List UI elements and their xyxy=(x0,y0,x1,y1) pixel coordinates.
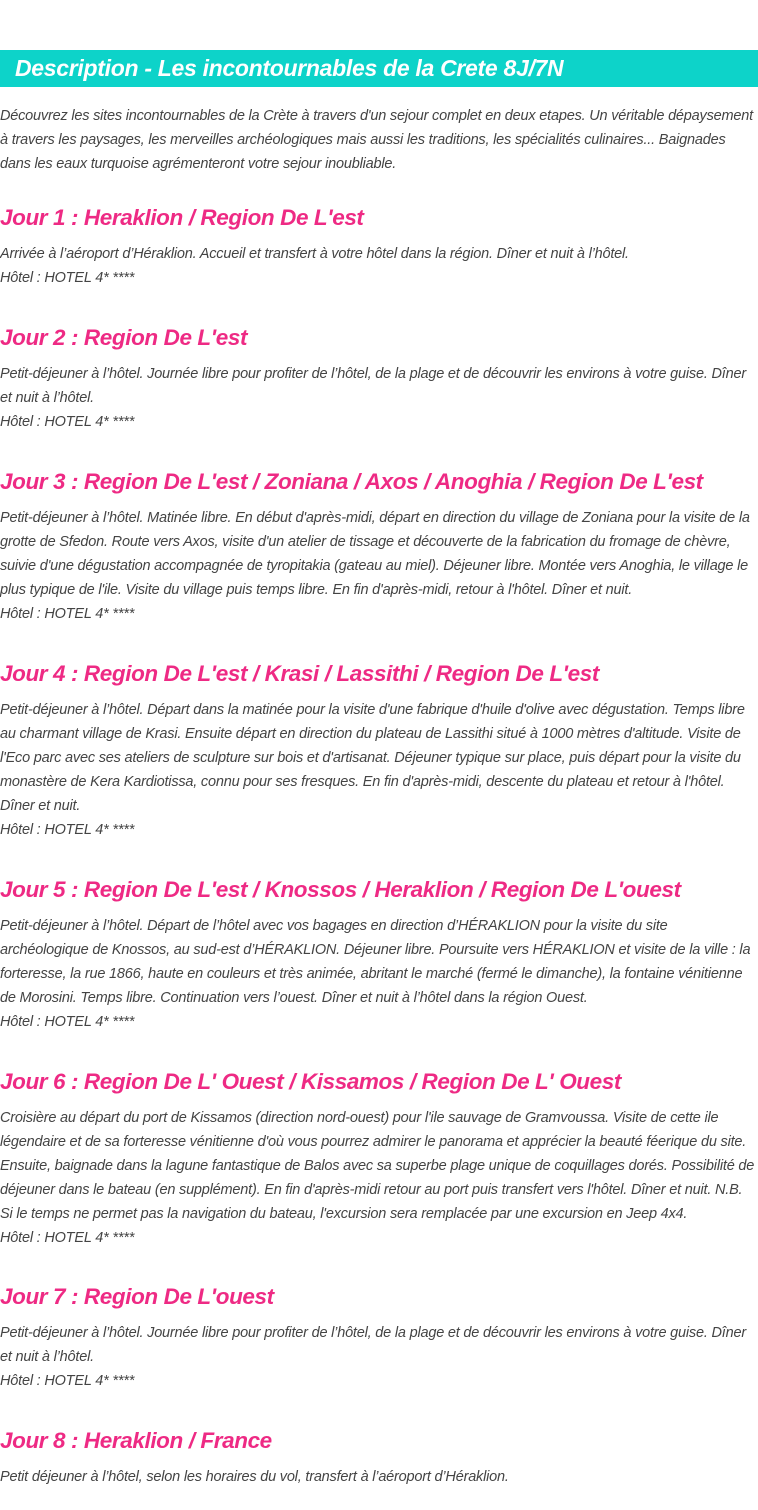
day-4 xyxy=(0,659,756,842)
day-6 xyxy=(0,1067,756,1250)
day-5-title: Jour 5 : Region De L'est / Knossos / Heraklion / Region De L'ouest xyxy=(0,877,681,902)
day-2 xyxy=(0,323,756,434)
day-1-title: Jour 1 : Heraklion / Region De L'est xyxy=(0,205,364,230)
description-banner xyxy=(0,50,758,87)
day-3-title: Jour 3 : Region De L'est / Zoniana / Axos / Anoghia / Region De L'est xyxy=(0,469,703,494)
day-7-text: Petit-déjeuner à l’hôtel. Journée libre pour profiter de l’hôtel, de la plage et de découvrir les environs à votre guise. Dîner et nuit à l’hôtel. xyxy=(0,1325,746,1365)
description-title: Description - Les incontournables de la Crete 8J/7N xyxy=(15,55,564,81)
day-5-text: Petit-déjeuner à l’hôtel. Départ de l’hôtel avec vos bagages en direction d’HÉRAKLION pour la visite du site archéologique de Knossos, au sud-est d’HÉRAKLION. Déjeuner libre. Poursuite vers HÉRAKLION et visite de la ville : la forteresse, la rue 1866, haute en couleurs et très animée, abritant le marché (fermé le dimanche), la fontaine vénitienne de Morosini. Temps libre. Continuation vers l’ouest. Dîner et nuit à l’hôtel dans la région Ouest. xyxy=(0,918,751,1006)
day-4-title: Jour 4 : Region De L'est / Krasi / Lassithi / Region De L'est xyxy=(0,661,599,686)
day-1-text: Arrivée à l’aéroport d’Héraklion. Accueil et transfert à votre hôtel dans la région. Dîner et nuit à l’hôtel. xyxy=(0,246,629,262)
day-7-title: Jour 7 : Region De L'ouest xyxy=(0,1284,274,1309)
intro-paragraph: Découvrez les sites incontournables de la Crète à travers d'un sejour complet en deux etapes. Un véritable dépaysement à travers les paysages, les merveilles archéologiques mais aussi les traditions, les spécialités culinaires... Baignades dans les eaux turquoise agrémenteront votre sejour inoubliable. xyxy=(0,108,753,172)
day-6-text: Croisière au départ du port de Kissamos (direction nord-ouest) pour l'ile sauvage de Gramvoussa. Visite de cette ile légendaire et de sa forteresse vénitienne d'où vous pourrez admirer le panorama et apprécier la beauté féerique du site. Ensuite, baignade dans la lagune fantastique de Balos avec sa superbe plage unique de coquillages dorés. Possibilité de déjeuner dans le bateau (en supplément). En fin d'après-midi retour au port puis transfert vers l'hôtel. Dîner et nuit. N.B. Si le temps ne permet pas la navigation du bateau, l'excursion sera remplacée par une excursion en Jeep 4x4. xyxy=(0,1110,755,1222)
day-5 xyxy=(0,875,756,1034)
day-8 xyxy=(0,1426,756,1489)
day-2-text: Petit-déjeuner à l’hôtel. Journée libre pour profiter de l’hôtel, de la plage et de découvrir les environs à votre guise. Dîner et nuit à l’hôtel. xyxy=(0,366,746,406)
day-6-title: Jour 6 : Region De L' Ouest / Kissamos / Region De L' Ouest xyxy=(0,1069,621,1094)
day-4-hotel: Hôtel : HOTEL 4* **** xyxy=(0,822,135,838)
day-7 xyxy=(0,1282,756,1393)
day-5-hotel: Hôtel : HOTEL 4* **** xyxy=(0,1014,135,1030)
day-6-hotel: Hôtel : HOTEL 4* **** xyxy=(0,1230,135,1246)
day-7-hotel: Hôtel : HOTEL 4* **** xyxy=(0,1373,135,1389)
day-8-title: Jour 8 : Heraklion / France xyxy=(0,1428,272,1453)
day-3 xyxy=(0,467,756,626)
day-2-title: Jour 2 : Region De L'est xyxy=(0,325,248,350)
day-3-hotel: Hôtel : HOTEL 4* **** xyxy=(0,606,135,622)
day-8-text: Petit déjeuner à l’hôtel, selon les horaires du vol, transfert à l’aéroport d’Héraklion. xyxy=(0,1469,509,1485)
day-4-text: Petit-déjeuner à l’hôtel. Départ dans la matinée pour la visite d'une fabrique d'huile d'olive avec dégustation. Temps libre au charmant village de Krasi. Ensuite départ en direction du plateau de Lassithi situé à 1000 mètres d'altitude. Visite de l'Eco parc avec ses ateliers de sculpture sur bois et d'artisanat. Déjeuner typique sur place, puis départ pour la visite du monastère de Kera Kardiotissa, connu pour ses fresques. En fin d'après-midi, descente du plateau et retour à l'hôtel. Dîner et nuit. xyxy=(0,702,745,814)
day-2-hotel: Hôtel : HOTEL 4* **** xyxy=(0,414,135,430)
day-1 xyxy=(0,203,756,290)
day-3-text: Petit-déjeuner à l’hôtel. Matinée libre. En début d'après-midi, départ en direction du village de Zoniana pour la visite de la grotte de Sfedon. Route vers Axos, visite d'un atelier de tissage et découverte de la fabrication du fromage de chèvre, suivie d'une dégustation accompagnée de tyropitakia (gateau au miel). Déjeuner libre. Montée vers Anoghia, le village le plus typique de l'ile. Visite du village puis temps libre. En fin d'après-midi, retour à l'hôtel. Dîner et nuit. xyxy=(0,510,750,598)
day-1-hotel: Hôtel : HOTEL 4* **** xyxy=(0,270,135,286)
